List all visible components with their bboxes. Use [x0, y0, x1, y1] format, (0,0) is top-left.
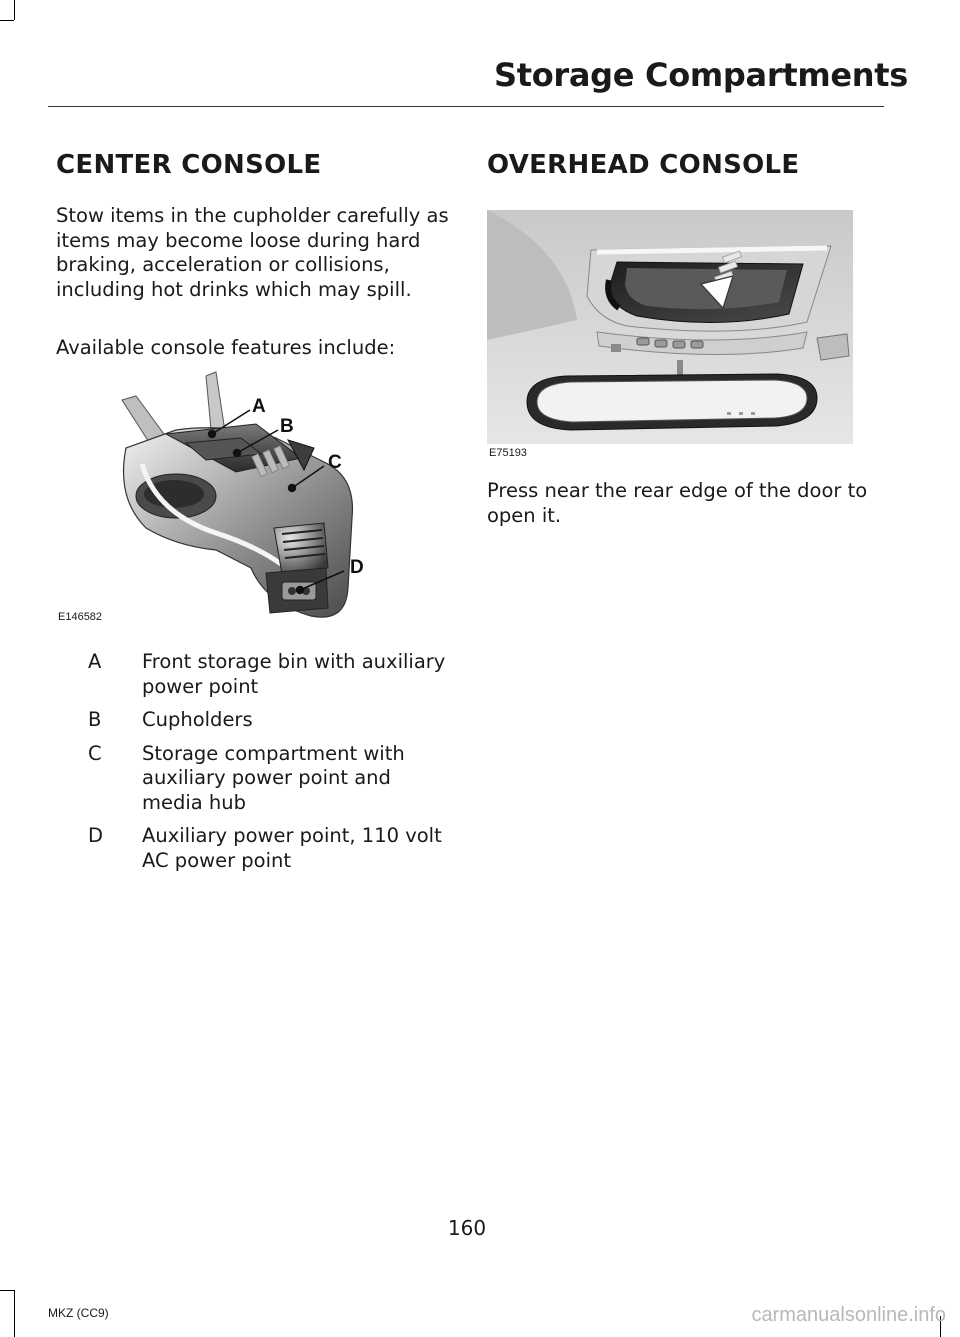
console-features-intro: Available console features include:: [56, 336, 396, 359]
legend-text: Cupholders: [142, 708, 253, 731]
legend-row: [88, 742, 458, 816]
crop-mark: [14, 1290, 15, 1337]
legend-text: Auxiliary power point, 110 volt AC power point: [142, 824, 442, 872]
model-code: MKZ (CC9): [48, 1306, 109, 1320]
page-number: 160: [447, 1216, 487, 1240]
page-title: Storage Compartments: [493, 56, 908, 94]
center-console-heading: CENTER CONSOLE: [56, 150, 322, 180]
watermark: carmanualsonline.info: [751, 1304, 946, 1326]
overhead-console-heading: OVERHEAD CONSOLE: [487, 150, 800, 180]
legend-letter: B: [88, 708, 102, 731]
center-console-intro: Stow items in the cupholder carefully as items may become loose during hard braking, acceleration or collisions, including hot drinks which may spill.: [56, 204, 449, 301]
legend-letter: C: [88, 741, 102, 765]
overhead-console-illustration: [487, 210, 853, 444]
center-console-figure: [56, 368, 436, 630]
crop-mark: [0, 20, 14, 21]
callout-c: C: [328, 452, 342, 473]
figure-code: E75193: [489, 447, 527, 459]
legend-row: [88, 824, 458, 873]
overhead-console-figure: [487, 210, 853, 444]
header-divider: [48, 106, 884, 107]
legend-row: [88, 650, 458, 699]
legend-letter: A: [88, 650, 102, 673]
callout-d: D: [350, 557, 364, 578]
callout-b: B: [280, 416, 294, 437]
legend-text: Front storage bin with auxiliary power point: [142, 650, 446, 698]
legend-row: [88, 708, 458, 733]
legend-text: Storage compartment with auxiliary power point and media hub: [142, 741, 405, 814]
overhead-console-instruction: Press near the rear edge of the door to open it.: [487, 479, 868, 527]
figure-code: E146582: [58, 611, 103, 623]
callout-a: A: [252, 396, 266, 417]
legend-letter: D: [88, 824, 104, 847]
crop-mark: [0, 1290, 14, 1291]
console-legend: [88, 650, 458, 882]
center-console-illustration: [56, 368, 436, 630]
crop-mark: [14, 0, 15, 20]
